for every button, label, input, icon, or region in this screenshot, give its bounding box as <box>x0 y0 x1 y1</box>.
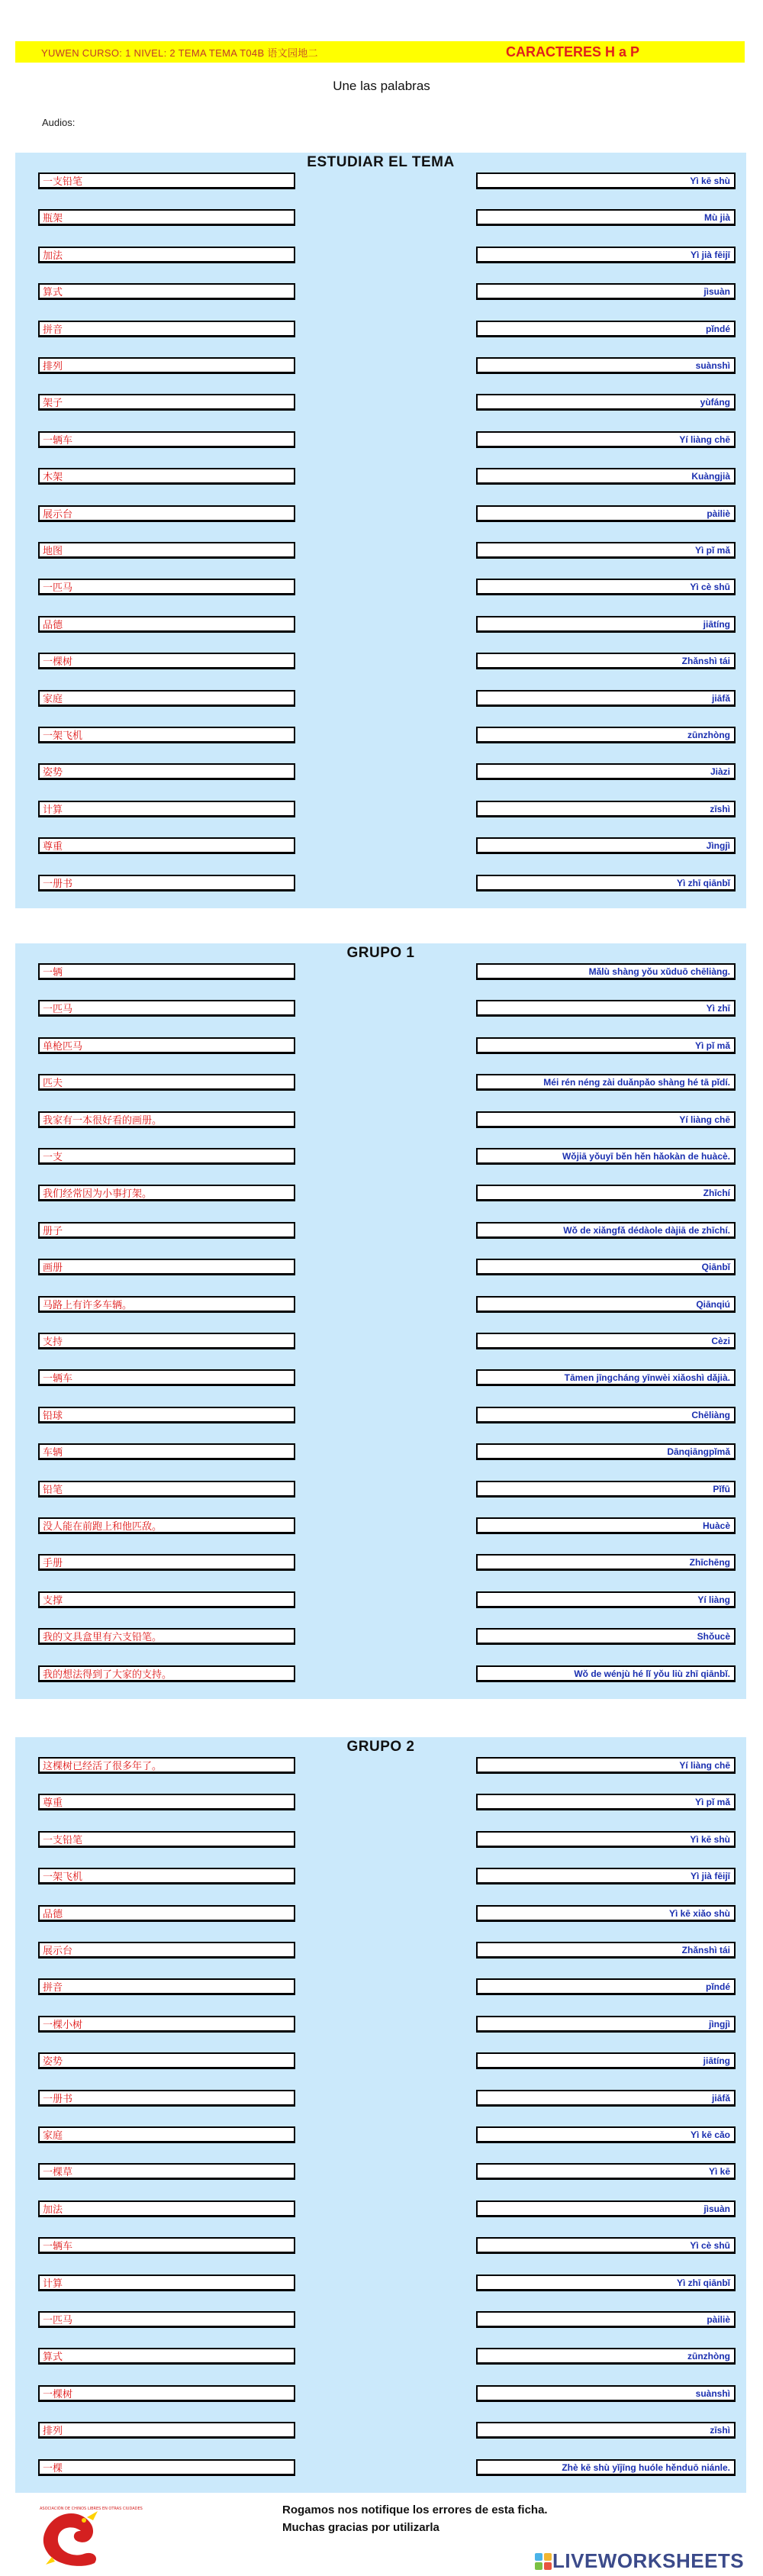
left-word-box[interactable]: 一棵草 <box>38 2163 295 2180</box>
left-word-box[interactable]: 品德 <box>38 616 295 633</box>
left-word-box[interactable]: 品德 <box>38 1905 295 1922</box>
course-info: YUWEN CURSO: 1 NIVEL: 2 TEMA TEMA T04B 语文园地二 <box>41 47 318 59</box>
right-pinyin-box[interactable]: Jiàzi <box>476 763 736 780</box>
left-word-box[interactable]: 展示台 <box>38 505 295 522</box>
right-pinyin-box[interactable]: pǐndé <box>476 321 736 337</box>
left-word-box[interactable]: 一册书 <box>38 2090 295 2107</box>
right-pinyin-box[interactable]: Yí liàng chē <box>476 1111 736 1128</box>
left-word-box[interactable]: 支持 <box>38 1333 295 1349</box>
right-pinyin-box[interactable]: Wǒjiā yǒuyī běn hěn hǎokàn de huàcè. <box>476 1148 736 1165</box>
left-word-box[interactable]: 一架飞机 <box>38 727 295 743</box>
right-pinyin-box[interactable]: Shǒucè <box>476 1628 736 1645</box>
left-word-box[interactable]: 一棵树 <box>38 653 295 669</box>
right-pinyin-box[interactable]: Yì zhī <box>476 1000 736 1017</box>
left-word-box[interactable]: 册子 <box>38 1222 295 1239</box>
right-pinyin-box[interactable]: Wǒ de wénjù hé lǐ yǒu liù zhī qiānbǐ. <box>476 1665 736 1682</box>
left-word-box[interactable]: 一辆车 <box>38 2237 295 2254</box>
right-pinyin-box[interactable]: Yì zhī qiānbǐ <box>476 2275 736 2291</box>
right-pinyin-box[interactable]: Yì zhī qiānbǐ <box>476 875 736 891</box>
right-pinyin-box[interactable]: suànshì <box>476 357 736 374</box>
right-pinyin-box[interactable]: Yí liàng chē <box>476 1757 736 1774</box>
left-word-box[interactable]: 瓶架 <box>38 209 295 226</box>
right-pinyin-box[interactable]: jiātíng <box>476 2052 736 2069</box>
left-word-box[interactable]: 我们经常因为小事打架。 <box>38 1185 295 1201</box>
left-word-box[interactable]: 展示台 <box>38 1942 295 1959</box>
right-pinyin-box[interactable]: Yì kē cǎo <box>476 2126 736 2143</box>
section-title: GRUPO 1 <box>346 945 415 961</box>
right-pinyin-box[interactable]: Yì pǐ mǎ <box>476 542 736 559</box>
left-word-box[interactable]: 我家有一本很好看的画册。 <box>38 1111 295 1128</box>
liveworksheets-icon <box>534 2552 552 2571</box>
left-word-box[interactable]: 架子 <box>38 394 295 411</box>
right-pinyin-box[interactable]: Yì kē <box>476 2163 736 2180</box>
left-word-box[interactable]: 加法 <box>38 2200 295 2217</box>
left-word-box[interactable]: 尊重 <box>38 1794 295 1810</box>
left-word-box[interactable]: 加法 <box>38 247 295 263</box>
right-pinyin-box[interactable]: Zhīchēng <box>476 1554 736 1571</box>
right-pinyin-box[interactable]: jiātíng <box>476 616 736 633</box>
brand-text: LIVEWORKSHEETS <box>552 2549 745 2572</box>
right-pinyin-box[interactable]: Wǒ de xiǎngfǎ dédàole dàjiā de zhīchí. <box>476 1222 736 1239</box>
left-word-box[interactable]: 车辆 <box>38 1443 295 1460</box>
right-pinyin-box[interactable]: Huàcè <box>476 1517 736 1534</box>
left-word-box[interactable]: 这棵树已经活了很多年了。 <box>38 1757 295 1774</box>
right-pinyin-box[interactable]: jiāfǎ <box>476 2090 736 2107</box>
right-pinyin-box[interactable]: pàiliè <box>476 2311 736 2328</box>
right-pinyin-box[interactable]: zūnzhòng <box>476 727 736 743</box>
right-pinyin-box[interactable]: Yì jià fēijī <box>476 1868 736 1884</box>
audios-label: Audios: <box>42 117 76 128</box>
instructions: Une las palabras <box>333 79 430 93</box>
right-pinyin-box[interactable]: Yì pǐ mǎ <box>476 1037 736 1054</box>
left-word-box[interactable]: 计算 <box>38 2275 295 2291</box>
right-pinyin-box[interactable]: jìngjì <box>476 2016 736 2033</box>
right-pinyin-box[interactable]: Yì cè shū <box>476 579 736 595</box>
right-pinyin-box[interactable]: Yí liàng chē <box>476 431 736 448</box>
left-word-box[interactable]: 木架 <box>38 468 295 485</box>
right-pinyin-box[interactable]: suànshì <box>476 2385 736 2402</box>
right-pinyin-box[interactable]: zīshì <box>476 2422 736 2439</box>
footer-line-1: Rogamos nos notifique los errores de esta ficha. <box>282 2503 548 2516</box>
right-pinyin-box[interactable]: Qiānbǐ <box>476 1259 736 1275</box>
left-word-box[interactable]: 一支铅笔 <box>38 1831 295 1848</box>
left-word-box[interactable]: 拼音 <box>38 321 295 337</box>
right-pinyin-box[interactable]: Zhǎnshì tái <box>476 653 736 669</box>
right-pinyin-box[interactable]: Zhè kē shù yǐjīng huóle hěnduō niánle. <box>476 2459 736 2476</box>
logo-caption: ASOCIACIÓN DE CHINOS LIBRES EN OTRAS CIUDADES <box>40 2507 143 2511</box>
right-pinyin-box[interactable]: pàiliè <box>476 505 736 522</box>
dragon-logo-icon <box>37 2503 143 2571</box>
left-word-box[interactable]: 排列 <box>38 357 295 374</box>
left-word-box[interactable]: 我的文具盒里有六支铅笔。 <box>38 1628 295 1645</box>
right-pinyin-box[interactable]: yùfáng <box>476 394 736 411</box>
left-word-box[interactable]: 匹夫 <box>38 1074 295 1091</box>
right-pinyin-box[interactable]: zūnzhòng <box>476 2348 736 2365</box>
right-pinyin-box[interactable]: Yì cè shū <box>476 2237 736 2254</box>
left-word-box[interactable]: 一辆 <box>38 963 295 980</box>
left-word-box[interactable]: 单枪匹马 <box>38 1037 295 1054</box>
left-word-box[interactable]: 姿势 <box>38 2052 295 2069</box>
left-word-box[interactable]: 支撑 <box>38 1591 295 1608</box>
section-2 <box>15 943 746 1699</box>
right-pinyin-box[interactable]: Mǎlù shàng yǒu xǔduō chēliàng. <box>476 963 736 980</box>
right-pinyin-box[interactable]: jìsuàn <box>476 283 736 300</box>
left-word-box[interactable]: 一匹马 <box>38 1000 295 1017</box>
right-pinyin-box[interactable]: Zhǎnshì tái <box>476 1942 736 1959</box>
right-pinyin-box[interactable]: Cèzi <box>476 1333 736 1349</box>
right-pinyin-box[interactable]: pǐndé <box>476 1978 736 1995</box>
left-word-box[interactable]: 一支铅笔 <box>38 172 295 189</box>
right-pinyin-box[interactable]: Yì kē xiǎo shù <box>476 1905 736 1922</box>
left-word-box[interactable]: 算式 <box>38 2348 295 2365</box>
left-word-box[interactable]: 一架飞机 <box>38 1868 295 1884</box>
right-pinyin-box[interactable]: Chēliàng <box>476 1407 736 1423</box>
right-pinyin-box[interactable]: jìsuàn <box>476 2200 736 2217</box>
worksheet-title: CARACTERES H a P <box>505 44 639 60</box>
right-pinyin-box[interactable]: Zhīchí <box>476 1185 736 1201</box>
left-word-box[interactable]: 一辆车 <box>38 1369 295 1386</box>
left-word-box[interactable]: 马路上有许多车辆。 <box>38 1296 295 1313</box>
left-word-box[interactable]: 排列 <box>38 2422 295 2439</box>
left-word-box[interactable]: 一匹马 <box>38 579 295 595</box>
left-word-box[interactable]: 家庭 <box>38 2126 295 2143</box>
section-title: GRUPO 2 <box>346 1739 415 1755</box>
left-word-box[interactable]: 铅笔 <box>38 1481 295 1498</box>
left-word-box[interactable]: 手册 <box>38 1554 295 1571</box>
right-pinyin-box[interactable]: Jìngjì <box>476 837 736 854</box>
right-pinyin-box[interactable]: Pǐfū <box>476 1481 736 1498</box>
right-pinyin-box[interactable]: zīshì <box>476 801 736 817</box>
left-word-box[interactable]: 一册书 <box>38 875 295 891</box>
left-word-box[interactable]: 一支 <box>38 1148 295 1165</box>
right-pinyin-box[interactable]: Kuàngjià <box>476 468 736 485</box>
right-pinyin-box[interactable]: Qiānqiú <box>476 1296 736 1313</box>
right-pinyin-box[interactable]: Dānqiāngpǐmǎ <box>476 1443 736 1460</box>
right-pinyin-box[interactable]: Mù jià <box>476 209 736 226</box>
left-word-box[interactable]: 拼音 <box>38 1978 295 1995</box>
left-word-box[interactable]: 一棵小树 <box>38 2016 295 2033</box>
left-word-box[interactable]: 一匹马 <box>38 2311 295 2328</box>
left-word-box[interactable]: 算式 <box>38 283 295 300</box>
section-3 <box>15 1737 746 2493</box>
liveworksheets-brand[interactable] <box>534 2549 744 2573</box>
left-word-box[interactable]: 我的想法得到了大家的支持。 <box>38 1665 295 1682</box>
left-word-box[interactable]: 铅球 <box>38 1407 295 1423</box>
left-word-box[interactable]: 一棵 <box>38 2459 295 2476</box>
right-pinyin-box[interactable]: Yì jià fēijī <box>476 247 736 263</box>
left-word-box[interactable]: 计算 <box>38 801 295 817</box>
right-pinyin-box[interactable]: Yì pǐ mǎ <box>476 1794 736 1810</box>
left-word-box[interactable]: 地图 <box>38 542 295 559</box>
footer-line-2: Muchas gracias por utilizarla <box>282 2521 439 2534</box>
section-1 <box>15 153 746 908</box>
left-word-box[interactable]: 一辆车 <box>38 431 295 448</box>
header-banner <box>15 41 745 63</box>
left-word-box[interactable]: 没人能在前跑上和他匹敌。 <box>38 1517 295 1534</box>
left-word-box[interactable]: 家庭 <box>38 690 295 707</box>
left-word-box[interactable]: 画册 <box>38 1259 295 1275</box>
right-pinyin-box[interactable]: Yí liàng <box>476 1591 736 1608</box>
right-pinyin-box[interactable]: Yì kē shù <box>476 172 736 189</box>
right-pinyin-box[interactable]: Tāmen jīngcháng yīnwèi xiǎoshì dǎjià. <box>476 1369 736 1386</box>
left-word-box[interactable]: 一棵树 <box>38 2385 295 2402</box>
left-word-box[interactable]: 尊重 <box>38 837 295 854</box>
right-pinyin-box[interactable]: jiāfǎ <box>476 690 736 707</box>
section-title: ESTUDIAR EL TEMA <box>307 154 455 170</box>
left-word-box[interactable]: 姿势 <box>38 763 295 780</box>
right-pinyin-box[interactable]: Yì kē shù <box>476 1831 736 1848</box>
right-pinyin-box[interactable]: Méi rén néng zài duǎnpǎo shàng hé tā pǐdí. <box>476 1074 736 1091</box>
